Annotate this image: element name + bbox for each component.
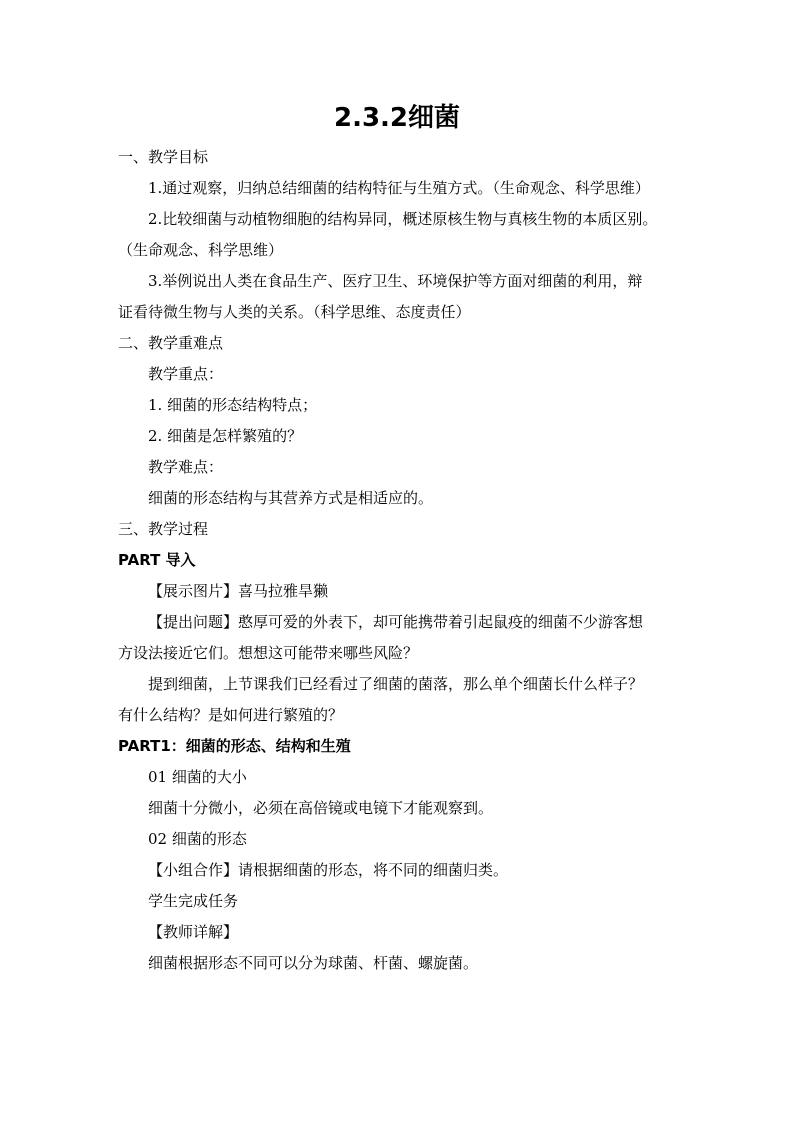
paragraph-line: 细菌根据形态不同可以分为球菌、杆菌、螺旋菌。 — [148, 954, 479, 972]
paragraph-line: 01 细菌的大小 — [148, 768, 247, 786]
paragraph-line: 二、教学重难点 — [118, 334, 224, 352]
paragraph-line: 2.比较细菌与动植物细胞的结构异同，概述原核生物与真核生物的本质区别。 — [148, 210, 658, 228]
paragraph-line: PART 导入 — [118, 551, 196, 569]
paragraph-line: 3.举例说出人类在食品生产、医疗卫生、环境保护等方面对细菌的利用，辩 — [148, 272, 643, 290]
paragraph-line: 【小组合作】请根据细菌的形态，将不同的细菌归类。 — [148, 861, 509, 879]
paragraph-line: 【展示图片】喜马拉雅旱獭 — [148, 582, 329, 600]
paragraph-line: 一、教学目标 — [118, 148, 209, 166]
paragraph-line: （生命观念、科学思维） — [118, 241, 284, 259]
paragraph-line: 【教师详解】 — [148, 923, 239, 941]
paragraph-line: 02 细菌的形态 — [148, 830, 247, 848]
paragraph-line: PART1：细菌的形态、结构和生殖 — [118, 737, 351, 755]
paragraph-line: 提到细菌，上节课我们已经看过了细菌的菌落，那么单个细菌长什么样子？ — [148, 675, 644, 693]
paragraph-line: 【提出问题】憨厚可爱的外表下，却可能携带着引起鼠疫的细菌不少游客想 — [148, 613, 644, 631]
paragraph-line: 有什么结构？是如何进行繁殖的？ — [118, 706, 344, 724]
document-body — [118, 142, 690, 979]
paragraph-line: 1.通过观察，归纳总结细菌的结构特征与生殖方式。（生命观念、科学思维） — [148, 179, 650, 197]
paragraph-line: 1. 细菌的形态结构特点； — [148, 396, 318, 414]
document-title: 2.3.2细菌 — [333, 103, 461, 133]
paragraph-line: 方设法接近它们。想想这可能带来哪些风险？ — [118, 644, 419, 662]
paragraph-line: 三、教学过程 — [118, 520, 209, 538]
paragraph-line: 证看待微生物与人类的关系。（科学思维、态度责任） — [118, 303, 471, 321]
paragraph-line: 细菌的形态结构与其营养方式是相适应的。 — [148, 489, 434, 507]
paragraph-line: 学生完成任务 — [148, 892, 239, 910]
paragraph-line: 教学难点： — [148, 458, 224, 476]
paragraph-line: 细菌十分微小，必须在高倍镜或电镜下才能观察到。 — [148, 799, 494, 817]
paragraph-line: 教学重点： — [148, 365, 224, 383]
paragraph-line: 2. 细菌是怎样繁殖的？ — [148, 427, 303, 445]
